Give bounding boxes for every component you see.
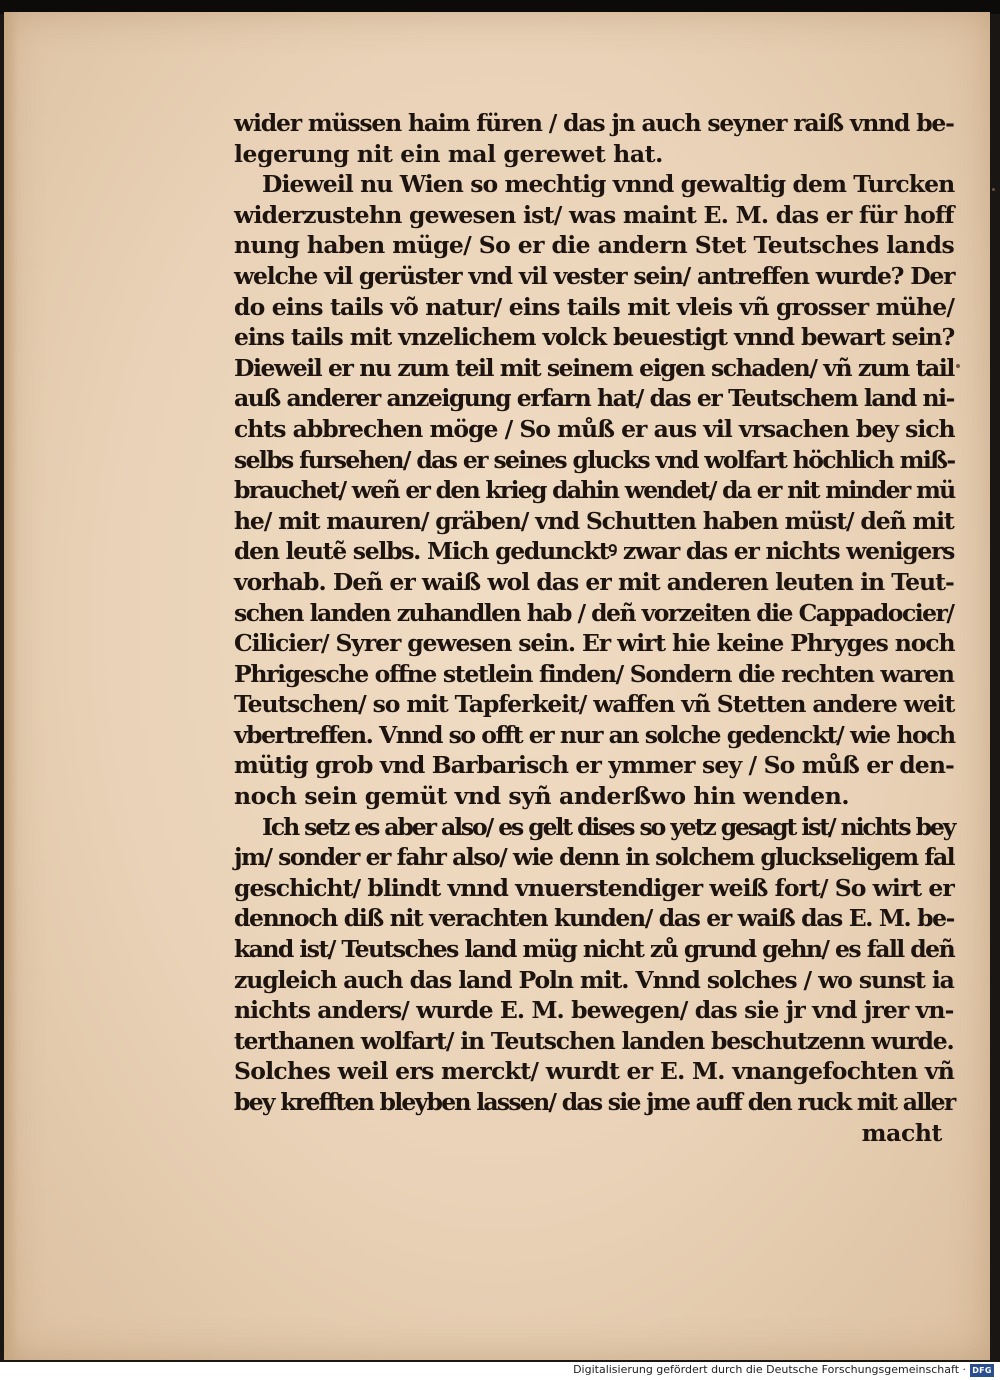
text-line: legerung nit ein mal gerewet hat. [234, 139, 663, 168]
text-line: Teutschen/ so mit Tapferkeit/ waffen vñ Stetten andere weit [234, 690, 955, 719]
text-line: bey krefften bleyben lassen/ das sie jme auff den ruck mit aller [234, 1088, 955, 1116]
text-line: auß anderer anzeigung erfarn hat/ das er Teutschem land ni- [234, 384, 954, 413]
text-line: dennoch diß nit verachten kunden/ das er waiß das E. M. be- [234, 904, 955, 933]
text-line: den leutẽ selbs. Mich geduncktꝰ zwar das er nichts wenigers [234, 537, 955, 566]
text-line: terthanen wolfart/ in Teutschen landen beschutzenn wurde. [234, 1026, 954, 1055]
text-line: jm/ sonder er fahr also/ wie denn in solchem gluckseligem fal [234, 843, 955, 872]
text-line: eins tails mit vnzelichem volck beuestigt vnnd bewart sein? [234, 323, 955, 352]
dfg-logo-icon: DFG [970, 1364, 994, 1377]
text-line: kand ist/ Teutsches land müg nicht zů grund gehn/ es fall deñ [234, 935, 955, 964]
catchword: macht [861, 1118, 942, 1147]
text-line: welche vil gerüster vnd vil vester sein/ antreffen wurde? Der [234, 261, 955, 290]
text-line: do eins tails võ natur/ eins tails mit vleis vñ grosser mühe/ [234, 292, 955, 321]
text-line: mütig grob vnd Barbarisch er ymmer sey / So můß er den- [234, 751, 954, 780]
text-line: nung haben müge/ So er die andern Stet Teutsches lands [234, 231, 955, 260]
text-line: geschicht/ blindt vnnd vnuerstendiger weiß fort/ So wirt er [234, 873, 954, 902]
paper-speck [992, 188, 995, 191]
text-line: Dieweil nu Wien so mechtig vnnd gewaltig dem Turcken [262, 170, 955, 199]
funding-notice: Digitalisierung gefördert durch die Deutsche Forschungsgemeinschaft · [573, 1363, 966, 1376]
text-line: nichts anders/ wurde E. M. bewegen/ das sie jr vnd jrer vn- [234, 996, 954, 1025]
text-line: zugleich auch das land Poln mit. Vnnd solches / wo sunst ia [234, 965, 954, 994]
text-line: Cilicier/ Syrer gewesen sein. Er wirt hie keine Phryges noch [234, 629, 955, 658]
page-left-edge [4, 12, 18, 1360]
text-line: vbertreffen. Vnnd so offt er nur an solche gedenckt/ wie hoch [234, 720, 955, 749]
text-line: noch sein gemüt vnd syñ anderßwo hin wenden. [234, 782, 850, 811]
text-line: wider müssen haim füren / das jn auch seyner raiß vnnd be- [234, 109, 954, 137]
text-line: he/ mit mauren/ gräben/ vnd Schutten haben müst/ deñ mit [234, 506, 954, 535]
text-line: Solches weil ers merckt/ wurdt er E. M. vnangefochten vñ [234, 1057, 955, 1086]
book-page [4, 12, 990, 1360]
text-line: vorhab. Deñ er waiß wol das er mit anderen leuten in Teut- [234, 567, 954, 596]
text-line: Dieweil er nu zum teil mit seinem eigen schaden/ vñ zum tail [234, 353, 954, 382]
text-line: brauchet/ weñ er den krieg dahin wendet/ da er nit minder mü [234, 476, 955, 505]
text-line: chts abbrechen möge / So můß er aus vil vrsachen bey sich [234, 414, 955, 443]
page-text [234, 108, 964, 1148]
digitization-footer [0, 1362, 1000, 1380]
text-line: Phrigesche offne stetlein finden/ Sondern die rechten waren [234, 659, 954, 688]
text-line: Ich setz es aber also/ es gelt dises so yetz gesagt ist/ nichts bey [262, 812, 955, 841]
text-line: schen landen zuhandlen hab / deñ vorzeiten die Cappadocier/ [234, 598, 954, 627]
text-line: widerzustehn gewesen ist/ was maint E. M. das er für hoff [234, 200, 954, 229]
text-line: selbs fursehen/ das er seines glucks vnd wolfart höchlich miß- [234, 445, 955, 474]
